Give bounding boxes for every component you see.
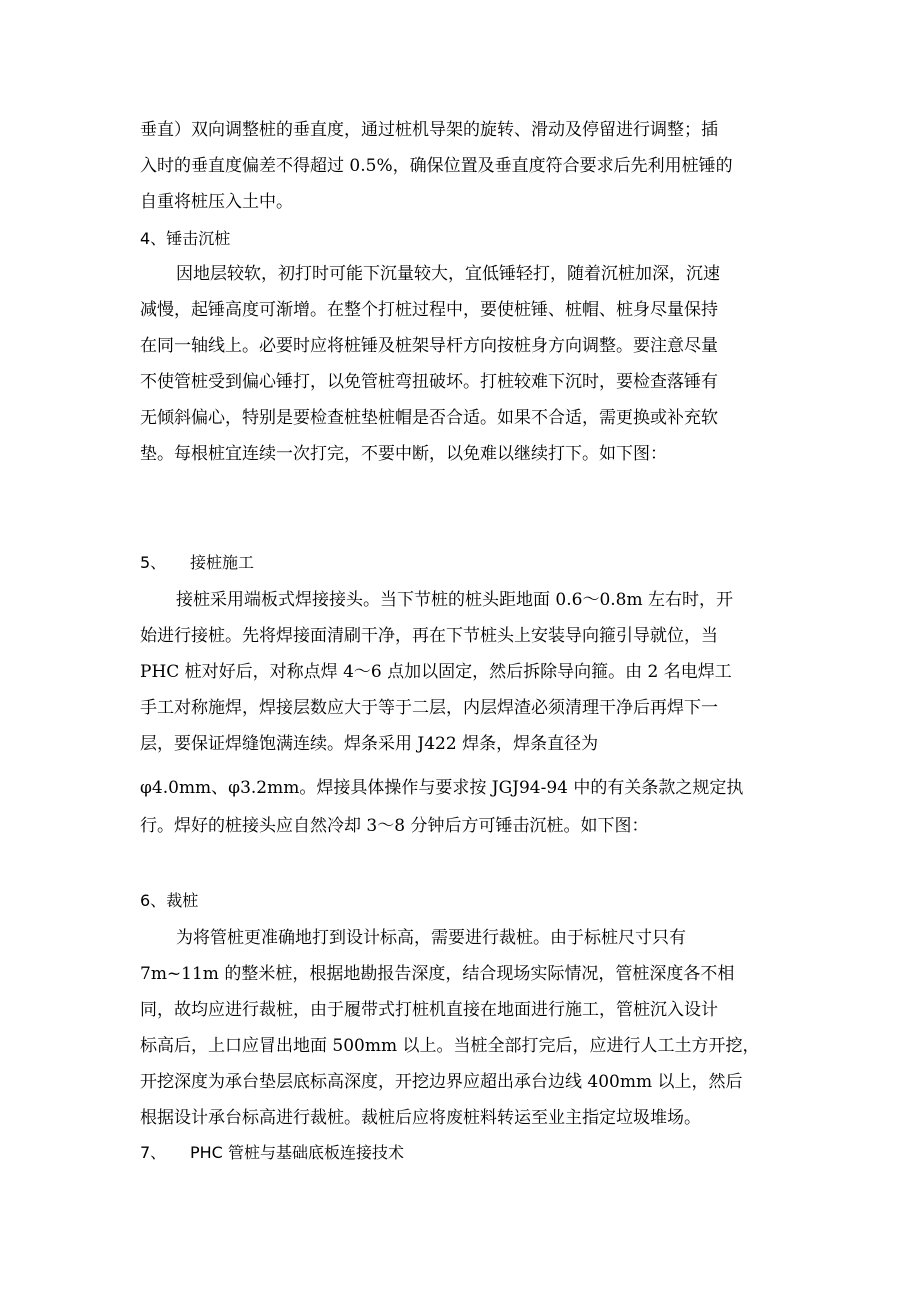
section-5-line-1: 接桩采用端板式焊接接头。当下节桩的桩头距地面 0.6～0.8m 左右时，开 [176, 590, 733, 610]
section-6-line-6: 根据设计承台标高进行裁桩。裁桩后应将废桩料转运至业主指定垃圾堆场。 [140, 1108, 701, 1128]
section-5-line-6: φ4.0mm、φ3.2mm。焊接具体操作与要求按 JGJ94-94 中的有关条款之规定执 [140, 778, 744, 798]
section-7-heading [140, 1142, 404, 1164]
section-4-line-4: 不使管桩受到偏心锤打，以免管桩弯扭破坏。打桩较难下沉时，要检查落锤有 [140, 372, 718, 392]
section-4-line-6: 垫。每根桩宜连续一次打完，不要中断，以免难以继续打下。如下图： [140, 444, 667, 464]
section-5-line-3: PHC 桩对好后，对称点焊 4～6 点加以固定，然后拆除导向箍。由 2 名电焊工 [140, 662, 732, 682]
section-4-title: 锤击沉桩 [166, 229, 231, 248]
section-5-heading [140, 552, 254, 574]
section-4-line-5: 无倾斜偏心，特别是要检查桩垫桩帽是否合适。如果不合适，需更换或补充软 [140, 408, 718, 428]
section-6-heading [140, 890, 198, 912]
section-6-line-3: 同，故均应进行裁桩，由于履带式打桩机直接在地面进行施工，管桩沉入设计 [140, 1000, 718, 1020]
section-7-title: PHC 管桩与基础底板连接技术 [190, 1143, 404, 1162]
section-4-heading [140, 228, 230, 250]
section-5-line-7: 行。焊好的桩接头应自然冷却 3～8 分钟后方可锤击沉桩。如下图： [140, 816, 649, 836]
section-6-line-5: 开挖深度为承台垫层底标高深度，开挖边界应超出承台边线 400mm 以上，然后 [140, 1072, 743, 1092]
section-4-line-1: 因地层较软，初打时可能下沉量较大，宜低锤轻打，随着沉桩加深，沉速 [176, 264, 720, 284]
section-6-number: 6、 [140, 891, 167, 910]
intro-line-2: 入时的垂直度偏差不得超过 0.5%，确保位置及垂直度符合要求后先利用桩锤的 [140, 156, 733, 176]
section-5-line-2: 始进行接桩。先将焊接面清刷干净，再在下节桩头上安装导向箍引导就位，当 [140, 626, 718, 646]
section-4-number: 4、 [140, 229, 167, 248]
intro-line-1: 垂直）双向调整桩的垂直度，通过桩机导架的旋转、滑动及停留进行调整；插 [140, 120, 718, 140]
section-4-line-2: 减慢，起锤高度可渐增。在整个打桩过程中，要使桩锤、桩帽、桩身尽量保持 [140, 300, 718, 320]
section-5-line-4: 手工对称施焊，焊接层数应大于等于二层，内层焊渣必须清理干净后再焊下一 [140, 698, 718, 718]
section-5-line-5: 层，要保证焊缝饱满连续。焊条采用 J422 焊条，焊条直径为 [140, 734, 599, 754]
section-5-number: 5、 [140, 553, 167, 572]
intro-line-3: 自重将桩压入土中。 [140, 192, 293, 212]
section-6-line-4: 标高后，上口应冒出地面 500mm 以上。当桩全部打完后，应进行人工土方开挖， [140, 1036, 760, 1056]
section-6-title: 裁桩 [166, 891, 199, 910]
section-7-number: 7、 [140, 1143, 167, 1162]
section-4-line-3: 在同一轴线上。必要时应将桩锤及桩架导杆方向按桩身方向调整。要注意尽量 [140, 336, 718, 356]
section-6-line-2: 7m~11m 的整米桩，根据地勘报告深度，结合现场实际情况，管桩深度各不相 [140, 964, 735, 984]
section-6-line-1: 为将管桩更准确地打到设计标高，需要进行裁桩。由于标桩尺寸只有 [176, 928, 686, 948]
section-5-title: 接桩施工 [190, 553, 255, 572]
